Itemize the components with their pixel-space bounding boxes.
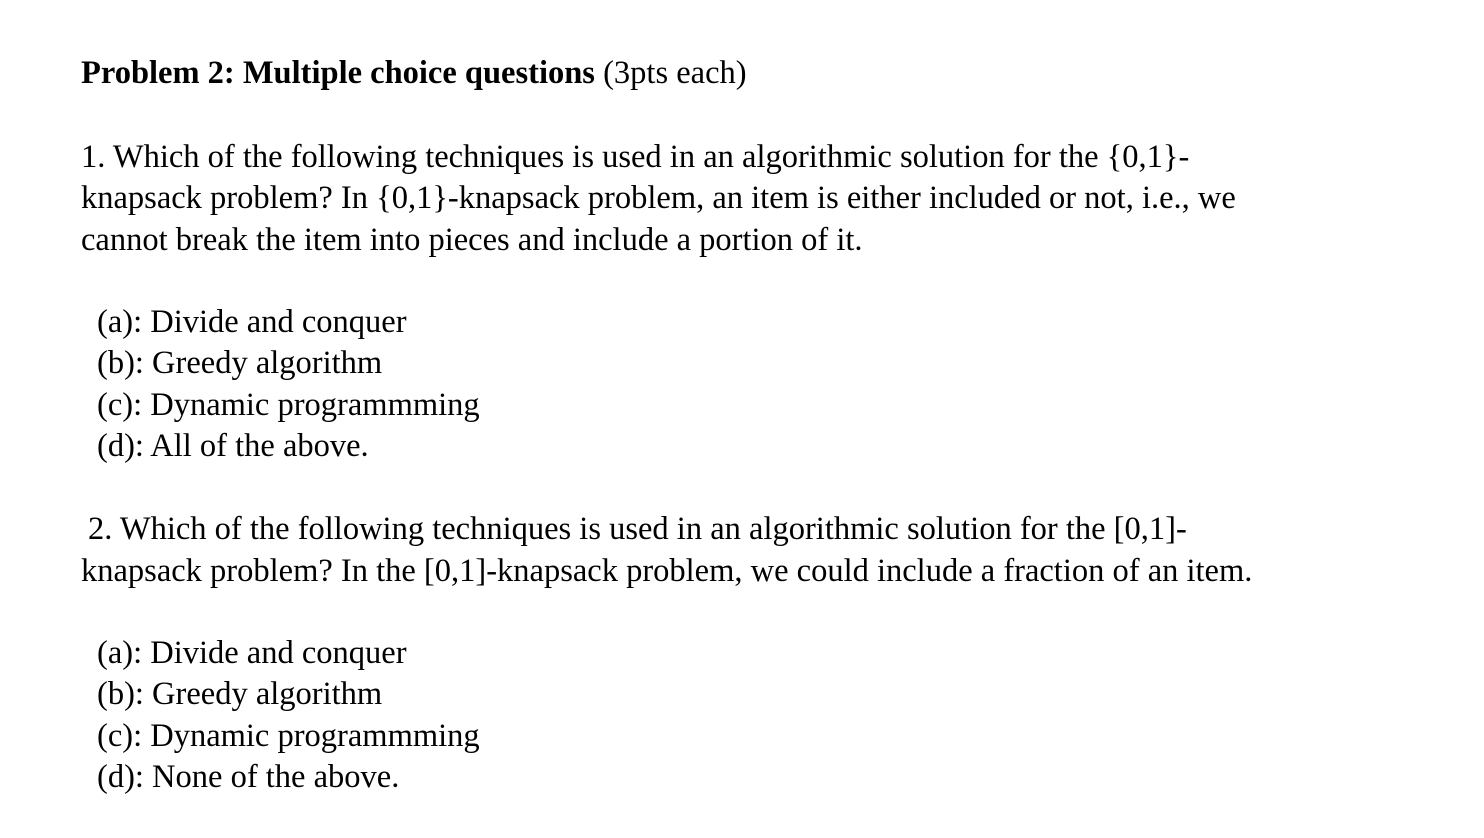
problem-heading-title: Problem 2: Multiple choice questions <box>81 55 595 91</box>
question-2-option-a: (a): Divide and conquer <box>97 635 407 671</box>
problem-heading <box>81 53 747 93</box>
question-2-text-line-2: knapsack problem? In the [0,1]-knapsack problem, we could include a fraction of an item. <box>81 553 1253 589</box>
question-1-option-a: (a): Divide and conquer <box>97 304 407 340</box>
question-1-text-line-1: 1. Which of the following techniques is used in an algorithmic solution for the {0,1}- <box>81 139 1190 175</box>
problem-heading-points: (3pts each) <box>594 55 747 91</box>
question-2-option-c: (c): Dynamic programmming <box>97 718 480 754</box>
question-2-text-line-1: 2. Which of the following techniques is used in an algorithmic solution for the [0,1]- <box>88 511 1187 547</box>
question-1-text-line-3: cannot break the item into pieces and include a portion of it. <box>81 222 863 258</box>
question-1-text-line-2: knapsack problem? In {0,1}-knapsack problem, an item is either included or not, i.e., we <box>81 180 1236 216</box>
question-1-option-c: (c): Dynamic programmming <box>97 387 480 423</box>
question-2-option-d: (d): None of the above. <box>97 759 400 795</box>
question-1-option-d: (d): All of the above. <box>97 428 369 464</box>
question-1-option-b: (b): Greedy algorithm <box>97 345 383 381</box>
question-2-option-b: (b): Greedy algorithm <box>97 676 383 712</box>
